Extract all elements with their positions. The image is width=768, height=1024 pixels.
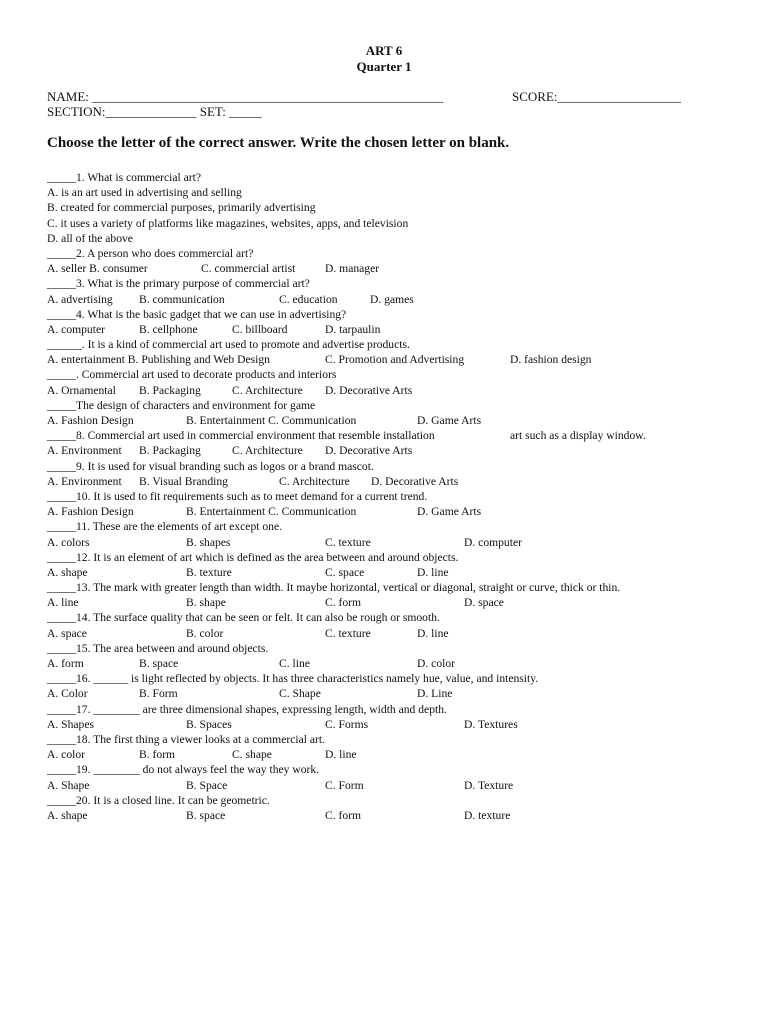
line-text: _____1. What is commercial art? (47, 171, 201, 184)
choices-line (47, 626, 747, 641)
choice-option: C. texture (325, 535, 371, 549)
choice-option: B. shapes (186, 535, 231, 549)
choices-line (47, 717, 747, 732)
line-text: _____20. It is a closed line. It can be geometric. (47, 793, 270, 807)
choice-option: B. Visual Branding (139, 474, 228, 488)
line-text: _____13. The mark with greater length than width. It maybe horizontal, vertical or diagonal, straight or curve, thick or thin. (47, 581, 621, 595)
choice-option: D. Texture (464, 778, 514, 792)
line-text: A. advertising (47, 292, 113, 306)
choice-option: C. texture (325, 626, 371, 640)
question-line (47, 489, 747, 504)
question-line (47, 671, 747, 686)
choice-option: C. Architecture (279, 474, 350, 488)
choice-option: B. texture (186, 565, 232, 579)
line-text: A. form (47, 657, 84, 670)
choice-option: D. line (417, 626, 449, 640)
choice-option: B. Form (139, 687, 178, 701)
line-text: A. colors (47, 535, 90, 549)
choices-line (47, 474, 747, 489)
question-line (47, 580, 747, 595)
choice-option: B. shape (186, 596, 226, 610)
choice-option: D. Decorative Arts (325, 444, 413, 458)
line-text: _____18. The first thing a viewer looks at a commercial art. (47, 732, 325, 746)
choice-option: C. space (325, 565, 365, 579)
choices-line (47, 231, 747, 246)
choices-line (47, 504, 747, 519)
line-text: _____4. What is the basic gadget that we can use in advertising? (47, 307, 347, 321)
question-line (47, 307, 747, 322)
choice-option: D. Line (417, 687, 453, 701)
question-line (47, 367, 747, 382)
choice-option: B. Entertainment C. Communication (186, 414, 357, 427)
choice-option: B. space (139, 657, 179, 670)
line-text: A. Color (47, 687, 88, 701)
line-text: _____11. These are the elements of art except one. (47, 520, 283, 534)
choices-line (47, 686, 747, 701)
choices-line (47, 535, 747, 550)
choice-option: C. commercial artist (201, 262, 296, 276)
choice-option: C. education (279, 292, 338, 306)
line-text: A. entertainment B. Publishing and Web Design (47, 353, 270, 367)
line-text: A. Shape (47, 778, 90, 792)
line-text: _____2. A person who does commercial art? (47, 246, 254, 260)
line-text: A. shape (47, 565, 88, 579)
choices-line (47, 261, 747, 276)
choices-line (47, 443, 747, 458)
line-text: C. it uses a variety of platforms like magazines, websites, apps, and television (47, 216, 409, 230)
line-text: _____. Commercial art used to decorate products and interiors (47, 368, 337, 382)
question-line (47, 793, 747, 808)
quiz-subtitle: Quarter 1 (356, 59, 412, 74)
line-text: A. Ornamental (47, 383, 116, 397)
name-field-line: NAME: ______________________________________________________ (47, 89, 444, 104)
line-text: _____The design of characters and environment for game (47, 398, 316, 412)
question-line (47, 428, 747, 443)
choice-option: B. color (186, 626, 224, 640)
line-text: _____17. ________ are three dimensional shapes, expressing length, width and depth. (47, 702, 447, 716)
line-text: B. created for commercial purposes, primarily advertising (47, 201, 316, 215)
choice-option: B. communication (139, 292, 225, 306)
line-text: A. Environment (47, 474, 122, 488)
choice-option: D. texture (464, 808, 511, 822)
line-text: A. line (47, 596, 79, 610)
choices-line (47, 565, 747, 580)
line-text: _____12. It is an element of art which is defined as the area between and around objects. (47, 550, 459, 564)
choice-option: B. form (139, 748, 176, 762)
line-text: A. is an art used in advertising and selling (47, 186, 242, 200)
choice-option: D. space (464, 596, 504, 610)
question-list (47, 170, 747, 823)
choice-option: D. Decorative Arts (371, 474, 459, 488)
line-text: A. shape (47, 808, 88, 822)
choice-option: B. Packaging (139, 444, 201, 458)
choice-option: C. Form (325, 778, 364, 792)
choices-line (47, 216, 747, 231)
line-text: _____19. ________ do not always feel the way they work. (47, 763, 320, 777)
choice-option: B. Spaces (186, 717, 232, 731)
line-text: A. color (47, 748, 85, 762)
choice-option: C. Architecture (232, 444, 303, 458)
line-text: A. Fashion Design (47, 505, 134, 519)
choice-option: D. games (370, 292, 414, 306)
choice-option: D. manager (325, 262, 380, 276)
question-line (47, 732, 747, 747)
question-line (47, 550, 747, 565)
choices-line (47, 352, 747, 367)
choices-line (47, 413, 747, 428)
choices-line (47, 778, 747, 793)
question-line (47, 459, 747, 474)
choice-option: C. Promotion and Advertising (325, 353, 465, 367)
line-text: _____3. What is the primary purpose of commercial art? (47, 277, 310, 291)
choice-option: D. line (325, 748, 357, 762)
line-text: _____16. ______ is light reflected by objects. It has three characteristics namely hue, value, and intensity. (47, 672, 539, 686)
line-text: ______. It is a kind of commercial art used to promote and advertise products. (47, 338, 410, 352)
choice-option: C. form (325, 596, 362, 610)
choices-line (47, 595, 747, 610)
question-line (47, 337, 747, 352)
question-line (47, 519, 747, 534)
choices-line (47, 322, 747, 337)
choice-option: C. form (325, 808, 362, 822)
question-line (47, 276, 747, 291)
line-text: A. Fashion Design (47, 414, 134, 427)
choice-option: D. fashion design (510, 353, 592, 367)
line-text: _____14. The surface quality that can be seen or felt. It can also be rough or smooth. (47, 611, 440, 625)
choices-line (47, 747, 747, 762)
question-line (47, 170, 747, 185)
choice-option: B. space (186, 808, 226, 822)
choice-option: C. Shape (279, 687, 321, 701)
line-text: _____9. It is used for visual branding such as logos or a brand mascot. (47, 459, 374, 473)
choice-option: B. Space (186, 778, 228, 792)
choice-option: D. Game Arts (417, 414, 482, 427)
choice-option: B. cellphone (139, 322, 198, 336)
line-text: _____10. It is used to fit requirements such as to meet demand for a current trend. (47, 489, 428, 503)
line-text: A. Environment (47, 444, 122, 458)
question-line (47, 641, 747, 656)
choice-option: D. Decorative Arts (325, 383, 413, 397)
choice-option: D. Game Arts (417, 505, 482, 519)
choices-line (47, 808, 747, 823)
choices-line (47, 383, 747, 398)
choice-option: C. line (279, 657, 310, 670)
instructions: Choose the letter of the correct answer. Write the chosen letter on blank. (47, 135, 510, 151)
choice-option: C. billboard (232, 322, 288, 336)
choice-option: D. color (417, 657, 455, 670)
choice-option: art such as a display window. (510, 429, 646, 443)
score-field-line: SCORE:___________________ (512, 89, 682, 104)
choices-line (47, 185, 747, 200)
choices-line (47, 656, 747, 671)
line-text: A. computer (47, 322, 105, 336)
line-text: A. seller B. consumer (47, 262, 148, 276)
line-text: _____15. The area between and around objects. (47, 641, 269, 655)
choice-option: D. tarpaulin (325, 322, 381, 336)
choice-option: C. Architecture (232, 383, 303, 397)
question-line (47, 610, 747, 625)
quiz-title: ART 6 (365, 43, 403, 58)
choice-option: C. shape (232, 748, 272, 762)
choice-option: B. Entertainment C. Communication (186, 505, 357, 519)
question-line (47, 762, 747, 777)
line-text: D. all of the above (47, 231, 133, 245)
choice-option: D. computer (464, 535, 522, 549)
line-text: A. Shapes (47, 717, 95, 731)
question-line (47, 398, 747, 413)
choice-option: C. Forms (325, 717, 369, 731)
choice-option: D. Textures (464, 717, 518, 731)
choices-line (47, 200, 747, 215)
choices-line (47, 292, 747, 307)
choice-option: B. Packaging (139, 383, 201, 397)
question-line (47, 246, 747, 261)
line-text: _____8. Commercial art used in commercial environment that resemble installation (47, 429, 435, 443)
line-text: A. space (47, 626, 87, 640)
question-line (47, 702, 747, 717)
choice-option: D. line (417, 565, 449, 579)
section-set-field-line: SECTION:______________ SET: _____ (47, 104, 262, 119)
